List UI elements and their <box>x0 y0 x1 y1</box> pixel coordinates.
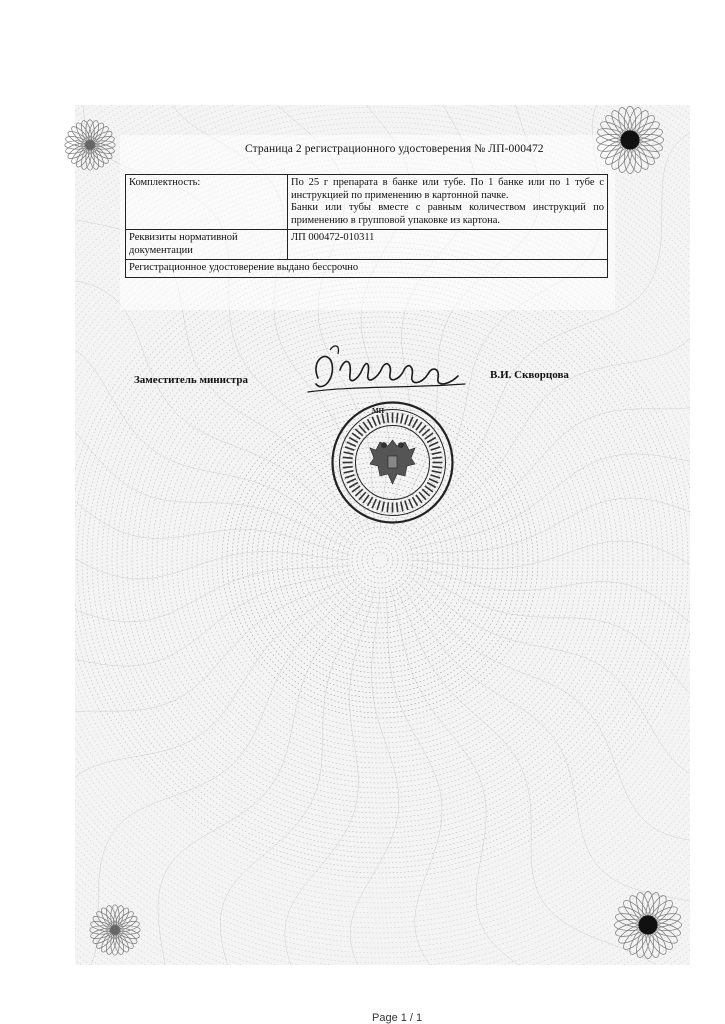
completeness-paragraph: Банки или тубы вместе с равным количеством инструкций по применению в групповой упаковке из картона. <box>291 202 604 226</box>
registration-table <box>125 174 608 278</box>
page-header: Страница 2 регистрационного удостоверения № ЛП-000472 <box>245 143 544 155</box>
corner-rosette-top-right <box>590 100 670 180</box>
signatory-title: Заместитель министра <box>134 374 249 386</box>
row-value-normative-docs: ЛП 000472-010311 <box>288 230 608 260</box>
row-value-completeness <box>288 175 608 230</box>
signatory-name: В.И. Скворцова <box>490 369 569 381</box>
corner-rosette-bottom-right <box>608 885 688 965</box>
stamp-mark: МП <box>372 407 385 415</box>
table-row <box>126 175 608 230</box>
row-label-normative-docs: Реквизиты нормативной документации <box>126 230 288 260</box>
table-row <box>126 260 608 278</box>
validity-statement: Регистрационное удостоверение выдано бессрочно <box>126 260 608 278</box>
row-label-completeness: Комплектность: <box>126 175 288 230</box>
table-row <box>126 230 608 260</box>
official-seal-stamp <box>330 400 455 525</box>
corner-rosette-top-left <box>60 115 120 175</box>
page-footer: Page 1 / 1 <box>372 1012 423 1024</box>
completeness-paragraph: По 25 г препарата в банке или тубе. По 1 банке или по 1 тубе с инструкцией по применению в картонной пачке. <box>291 177 604 201</box>
corner-rosette-bottom-left <box>85 900 145 960</box>
double-headed-eagle-icon <box>370 440 415 484</box>
